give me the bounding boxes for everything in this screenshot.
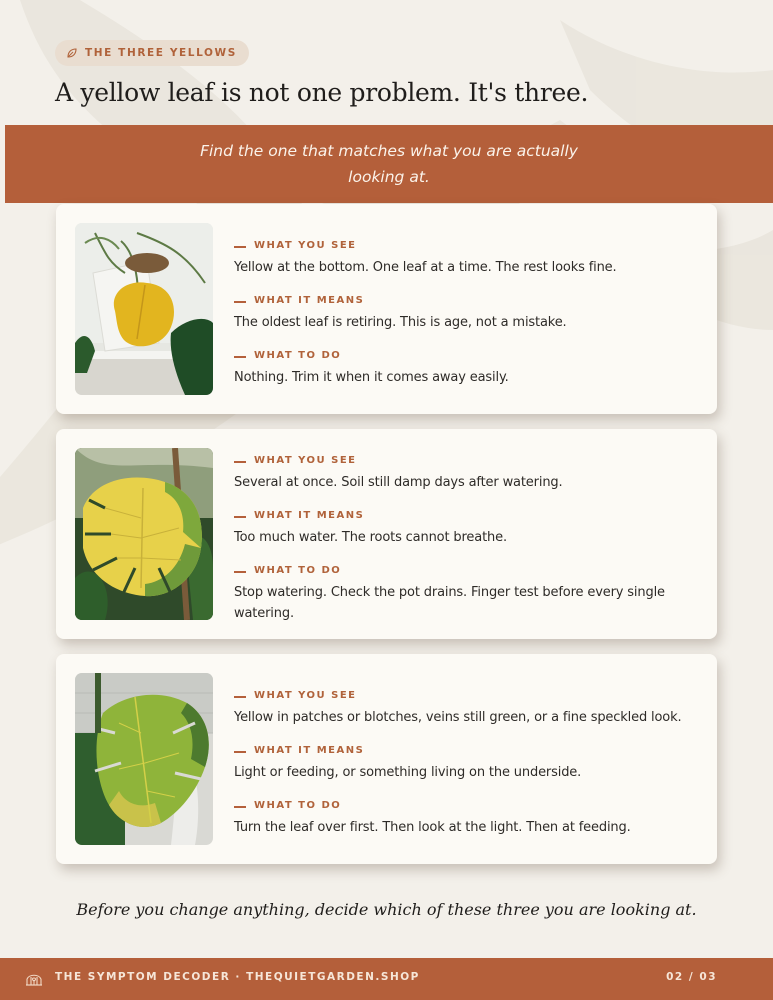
dash-icon [234, 461, 246, 463]
dash-icon [234, 751, 246, 753]
dash-icon [234, 516, 246, 518]
yellow-lower-leaf-photo [75, 223, 213, 395]
what-it-means-label: WHAT IT MEANS [254, 509, 365, 521]
dash-icon [234, 571, 246, 573]
section-tag [55, 40, 249, 66]
blotchy-monstera-leaf-photo [75, 673, 213, 845]
what-you-see-text: Yellow in patches or blotches, veins still green, or a fine speckled look. [234, 710, 682, 725]
what-you-see-label: WHAT YOU SEE [254, 239, 357, 251]
what-to-do-text: Turn the leaf over first. Then look at the light. Then at feeding. [234, 820, 631, 835]
page-footer [0, 958, 773, 1000]
dash-icon [234, 246, 246, 248]
what-it-means-text: Too much water. The roots cannot breathe. [234, 530, 507, 545]
section-label-row [234, 453, 709, 467]
section-label-row [234, 563, 709, 577]
what-to-do-text: Stop watering. Check the pot drains. Finger test before every single watering. [234, 585, 665, 621]
what-it-means-text: Light or feeding, or something living on the underside. [234, 765, 582, 780]
symptom-card-3-body [234, 688, 709, 838]
what-to-do-label: WHAT TO DO [254, 564, 342, 576]
page-number: 02 / 03 [666, 971, 717, 983]
what-to-do-label: WHAT TO DO [254, 799, 342, 811]
symptom-card-2 [56, 429, 717, 639]
section-label-row [234, 508, 709, 522]
page-title: A yellow leaf is not one problem. It's three. [55, 78, 589, 107]
section-label-row [234, 743, 709, 757]
section-label-row [234, 238, 709, 252]
dash-icon [234, 356, 246, 358]
section-label-row [234, 348, 709, 362]
dash-icon [234, 301, 246, 303]
what-it-means-label: WHAT IT MEANS [254, 744, 365, 756]
what-it-means-label: WHAT IT MEANS [254, 294, 365, 306]
what-to-do-label: WHAT TO DO [254, 349, 342, 361]
what-you-see-label: WHAT YOU SEE [254, 689, 357, 701]
closing-statement: Before you change anything, decide which of these three you are looking at. [76, 900, 697, 919]
leaf-icon [67, 48, 77, 58]
dash-icon [234, 696, 246, 698]
section-label-row [234, 688, 709, 702]
what-you-see-label: WHAT YOU SEE [254, 454, 357, 466]
symptom-card-2-body [234, 453, 709, 624]
section-label-row [234, 798, 709, 812]
yellow-monstera-leaf-photo [75, 448, 213, 620]
symptom-card-1 [56, 204, 717, 414]
footer-brand-text: THE SYMPTOM DECODER · THEQUIETGARDEN.SHOP [55, 971, 420, 983]
garden-logo-icon [24, 971, 44, 987]
what-you-see-text: Yellow at the bottom. One leaf at a time. The rest looks fine. [234, 260, 617, 275]
what-you-see-text: Several at once. Soil still damp days after watering. [234, 475, 563, 490]
dash-icon [234, 806, 246, 808]
section-label-row [234, 293, 709, 307]
intro-banner-text: Find the one that matches what you are actually looking at. [200, 142, 578, 186]
symptom-card-3 [56, 654, 717, 864]
what-to-do-text: Nothing. Trim it when it comes away easily. [234, 370, 509, 385]
section-tag-label: THE THREE YELLOWS [85, 47, 237, 59]
intro-banner [5, 125, 773, 203]
what-it-means-text: The oldest leaf is retiring. This is age, not a mistake. [234, 315, 567, 330]
symptom-card-1-body [234, 238, 709, 388]
